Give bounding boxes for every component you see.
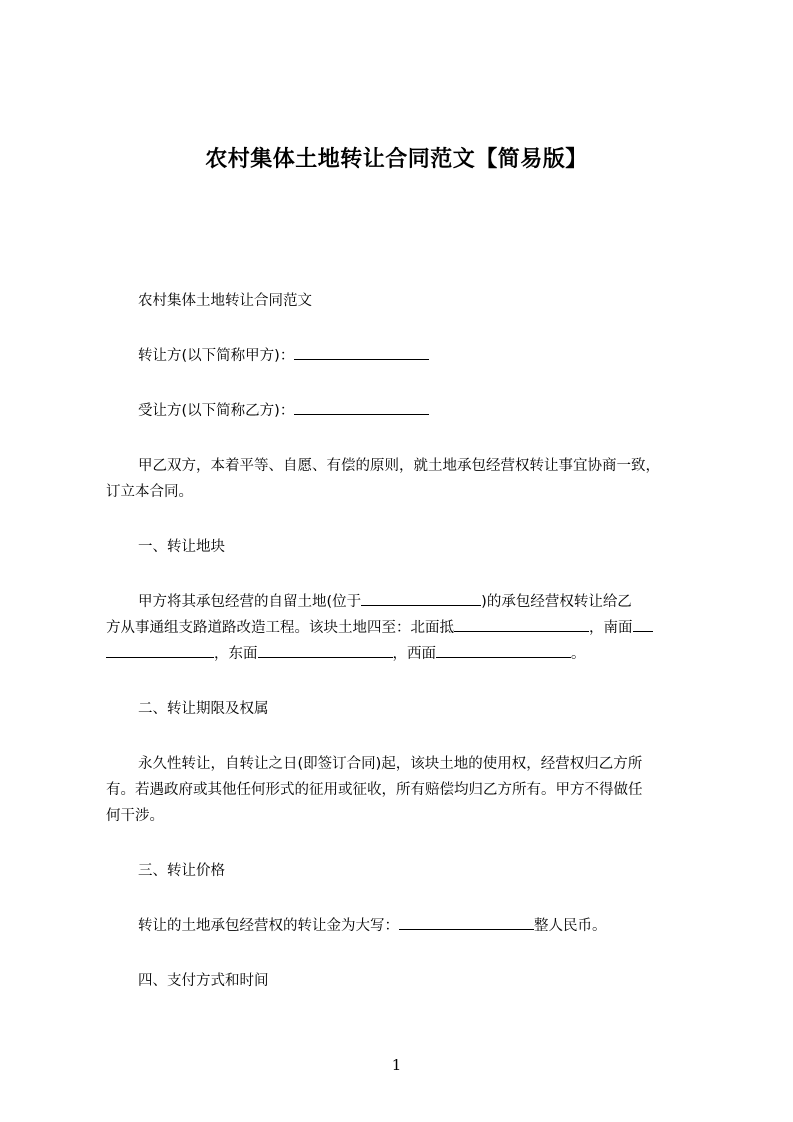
transferee-label: 受让方(以下简称乙方)： xyxy=(138,403,295,419)
section-2-line-3 xyxy=(106,803,700,829)
section-1-line-2 xyxy=(106,615,700,641)
section-1-text-3c: 。 xyxy=(571,646,586,662)
preamble-line-2 xyxy=(106,479,700,505)
transferor-label: 转让方(以下简称甲方)： xyxy=(138,348,295,364)
section-2-line-1 xyxy=(106,751,700,777)
transferee-blank xyxy=(294,400,429,415)
section-1-line-1 xyxy=(106,589,700,615)
section-3-text-1a: 转让的土地承包经营权的转让金为大写： xyxy=(138,918,399,934)
west-boundary-blank xyxy=(436,643,571,658)
section-heading-text: 一、转让地块 xyxy=(138,539,225,555)
document-body xyxy=(106,288,700,994)
section-1-text-2b: ，南面 xyxy=(589,620,633,636)
section-1-text-1a: 甲方将其承包经营的自留土地(位于 xyxy=(138,594,362,610)
section-heading-text: 四、支付方式和时间 xyxy=(138,973,269,989)
section-3-line-1 xyxy=(106,913,700,939)
south-boundary-blank-start xyxy=(633,617,653,632)
preamble-text-1: 甲乙双方，本着平等、自愿、有偿的原则，就土地承包经营权转让事宜协商一致， xyxy=(138,458,660,474)
location-blank xyxy=(361,591,481,606)
north-boundary-blank xyxy=(454,617,589,632)
section-2-heading xyxy=(106,696,700,722)
section-2-text-2: 有。若遇政府或其他任何形式的征用或征收，所有赔偿均归乙方所有。甲方不得做任 xyxy=(106,782,643,798)
subtitle-text: 农村集体土地转让合同范文 xyxy=(138,293,312,309)
section-heading-text: 三、转让价格 xyxy=(138,863,225,879)
section-3-heading xyxy=(106,858,700,884)
transferee-line xyxy=(106,398,700,424)
page-title: 农村集体土地转让合同范文【简易版】 xyxy=(205,147,588,172)
section-1-heading xyxy=(106,534,700,560)
section-heading-text: 二、转让期限及权属 xyxy=(138,701,269,717)
section-1-line-3 xyxy=(106,641,700,667)
transferor-blank xyxy=(294,345,429,360)
page-number: 1 xyxy=(391,1056,402,1074)
section-1-text-3a: ，东面 xyxy=(214,646,258,662)
preamble-text-2: 订立本合同。 xyxy=(106,484,193,500)
section-1-text-2a: 方从事通组支路道路改造工程。该块土地四至：北面抵 xyxy=(106,620,454,636)
section-2-text-1: 永久性转让，自转让之日(即签订合同)起，该块土地的使用权，经营权归乙方所 xyxy=(138,756,643,772)
document-subtitle xyxy=(106,288,700,314)
section-1-text-1b: )的承包经营权转让给乙 xyxy=(481,594,632,610)
transferor-line xyxy=(106,343,700,369)
section-3-text-1b: 整人民币。 xyxy=(534,918,607,934)
section-4-heading xyxy=(106,968,700,994)
section-1-text-3b: ，西面 xyxy=(392,646,436,662)
section-2-text-3: 何干涉。 xyxy=(106,808,164,824)
east-boundary-blank xyxy=(258,643,393,658)
south-boundary-blank-end xyxy=(106,643,214,658)
section-2-line-2 xyxy=(106,777,700,803)
transfer-price-blank xyxy=(399,915,534,930)
preamble-line-1 xyxy=(106,453,700,479)
